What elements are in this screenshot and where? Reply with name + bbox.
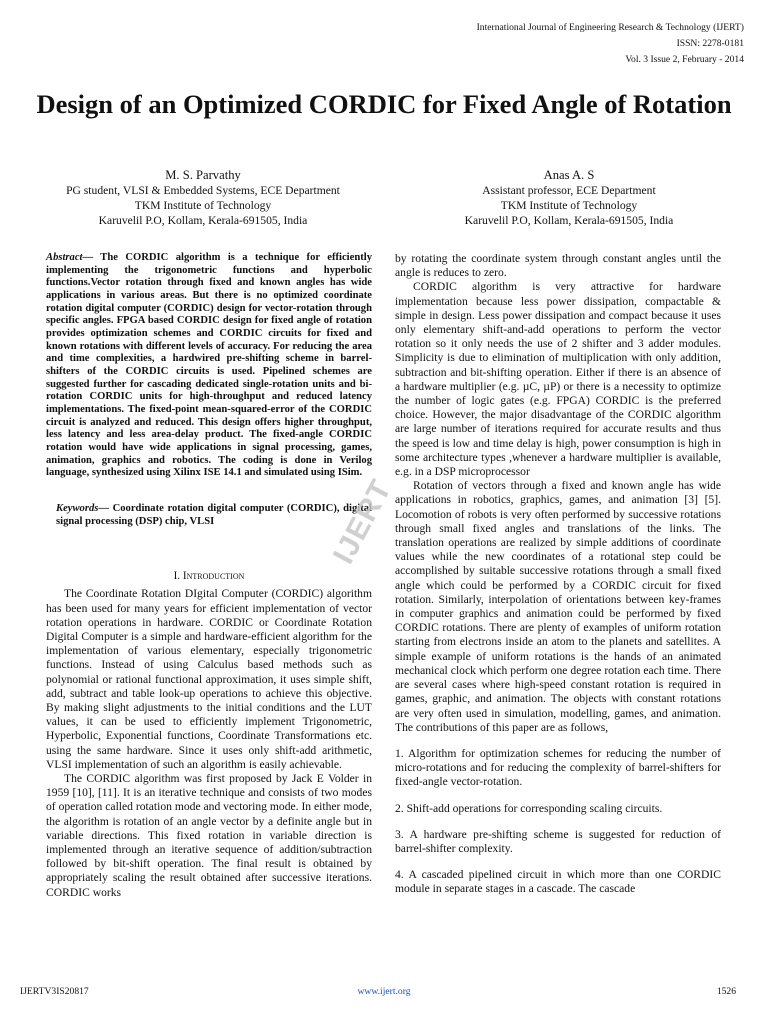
keywords-label: Keywords xyxy=(56,502,99,514)
contribution-item: 4. A cascaded pipelined circuit in which more than one CORDIC module in separate stages in a cascade. The cascade xyxy=(395,868,721,896)
author-role: Assistant professor, ECE Department xyxy=(482,184,656,197)
journal-header xyxy=(477,20,744,68)
abstract-text: — The CORDIC algorithm is a technique for efficiently implementing the trigonometric functions and hyperbolic functions.Vector rotation through fixed and known angles has wide applications in various areas. But there is no optimized coordinate rotation digital computer (CORDIC) design for vector-rotation through specific angles. FPGA based CORDIC design for fixed angle of rotation provides optimization schemes and CORDIC circuits for fixed and known rotations with different levels of accuracy. For reducing the area and time complexities, a hardwired pre-shifting scheme in barrel-shifters of the CORDIC circuits is used. Pipelined schemes are suggested further for cascading dedicated single-rotation units and bi-rotation CORDIC units for high-throughput and reduced latency implementations. The fixed-point mean-squared-error of the CORDIC circuit is analyzed and reduced. This design offers higher throughput, less latency and less area-delay product. The fixed-angle CORDIC rotation would have wide applications in signal processing, games, animation, graphics and robotics. The coding is done in Verilog language, synthesized using Xilinx ISE 14.1 and simulated using ISim. xyxy=(46,252,372,479)
author-name: Anas A. S xyxy=(543,168,595,182)
right-column xyxy=(395,252,721,897)
paragraph: CORDIC algorithm is very attractive for hardware implementation because less power dissipation, compactable & simple in design. Less power dissipation and compact because it uses only elementary shift-and-add operations to perform the vector rotation so it only needs the use of 2 shifter and 3 adder modules. Simplicity is due to elimination of multiplication with only addition, subtraction and bit-shifting operation. Either if there is an absence of a hardware multiplier (e.g. µC, µP) or there is a necessity to optimize the number of logic gates (e.g. FPGA) CORDIC is the preferred choice. However, the major disadvantage of the CORDIC algorithm are large number of iterations required for accurate results and thus the speed is low and time delay is high, power consumption is high in some architecture types ,whenever a hardware multiplier is available, e.g. in a DSP microprocessor xyxy=(395,280,721,479)
keywords xyxy=(46,502,372,528)
author-block-1 xyxy=(18,168,388,228)
issn: ISSN: 2278-0181 xyxy=(676,38,744,49)
left-column xyxy=(46,252,372,900)
paragraph: The Coordinate Rotation DIgital Computer (CORDIC) algorithm has been used for many years for efficient implementation of vector rotation operations in hardware. CORDIC or Coordinate Rotation Digital Computer is a simple and hardware-efficient algorithm for the implementation of various elementary, especially trigonometric functions. Instead of using Calculus based methods such as polynomial or rational functional approximation, it uses simple shift, add, subtract and table look-up operations to achieve this objective. By making slight adjustments to the initial conditions and the LUT values, it can be used to efficiently implement Trigonometric, Hyperbolic, Exponential functions, Coordinate Transformations etc. using the same hardware. Since it uses only shift-add arithmetic, VLSI implementation of such an algorithm is easily achievable. xyxy=(46,587,372,771)
footer-url-link[interactable]: www.ijert.org xyxy=(357,986,411,997)
author-name: M. S. Parvathy xyxy=(165,168,241,182)
volume-issue: Vol. 3 Issue 2, February - 2014 xyxy=(625,54,744,65)
page-number: 1526 xyxy=(716,986,736,997)
contribution-item: 1. Algorithm for optimization schemes for reducing the number of micro-rotations and for reducing the complexity of barrel-shifters for fixed-angle vector-rotation. xyxy=(395,746,721,789)
paper-title: Design of an Optimized CORDIC for Fixed Angle of Rotation xyxy=(36,89,732,119)
contribution-item: 2. Shift-add operations for corresponding scaling circuits. xyxy=(395,801,663,815)
watermark: IJERT xyxy=(326,474,399,570)
abstract-label: Abstract xyxy=(46,252,83,263)
contribution-item: 3. A hardware pre-shifting scheme is suggested for reduction of barrel-shifter complexity. xyxy=(395,827,721,855)
footer-paper-id: IJERTV3IS20817 xyxy=(20,986,89,997)
paragraph: Rotation of vectors through a fixed and known angle has wide applications in robotics, graphics, games, and animation [3] [5]. Locomotion of robots is very often performed by successive rotations through small fixed angles and translations of the links. The translation operations are realized by simple additions of coordinate values while the new coordinates of a rotational step could be accomplished by suitable successive rotations through a small fixed angle which could be performed by a CORDIC circuit for fixed rotation. Similarly, interpolation of orientations between key-frames in computer graphics and animation could be performed by fixed CORDIC rotations. There are plenty of examples of uniform rotation starting from electrons inside an atom to the planets and satellites. A simple example of uniform rotations is the hands of an animated mechanical clock which perform one degree rotation each time. There are several cases where high-speed constant rotation is required in games, graphic, and animation. The objects with constant rotations are very often used in simulation, modelling, games, and animation. The contributions of this paper are as follows, xyxy=(395,479,721,734)
abstract xyxy=(46,252,372,480)
paragraph: The CORDIC algorithm was first proposed by Jack E Volder in 1959 [10], [11]. It is an iterative technique and consists of two modes of operation called rotation mode and vectoring mode. In either mode, the algorithm is rotation of an angle vector by a definite angle but in variable directions. This fixed rotation in variable direction is implemented through an iterative sequence of addition/subtraction followed by bit-shift operation. The final result is obtained by appropriately scaling the result obtained after successive iterations. CORDIC works xyxy=(46,772,372,899)
journal-name: International Journal of Engineering Research & Technology (IJERT) xyxy=(476,22,744,33)
author-address: Karuvelil P.O, Kollam, Kerala-691505, India xyxy=(464,213,674,227)
paragraph: by rotating the coordinate system through constant angles until the angle is reduces to zero. xyxy=(395,252,721,280)
author-address: Karuvelil P.O, Kollam, Kerala-691505, India xyxy=(98,213,308,227)
keywords-text: — Coordinate rotation digital computer (CORDIC), digital signal processing (DSP) chip, VLSI xyxy=(56,502,372,528)
author-institute: TKM Institute of Technology xyxy=(500,198,638,212)
author-role: PG student, VLSI & Embedded Systems, ECE Department xyxy=(66,184,340,197)
author-block-2 xyxy=(384,168,754,228)
author-institute: TKM Institute of Technology xyxy=(134,198,272,212)
section-heading-introduction: I. Introduction xyxy=(173,570,245,583)
